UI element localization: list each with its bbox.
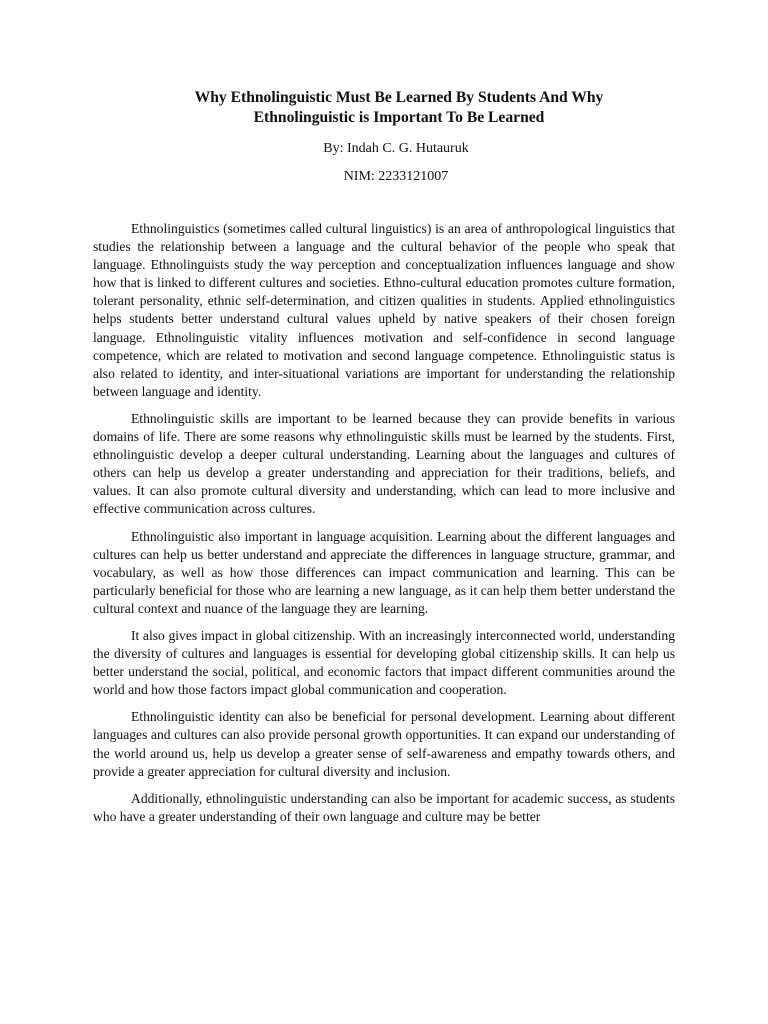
paragraph: It also gives impact in global citizenship. With an increasingly interconnected world, understanding the diversity of cultures and languages is essential for developing global citizenship skills. It can help us better understand the social, political, and economic factors that impact different communities around the world and how those factors impact global communication and cooperation.: [93, 627, 675, 698]
title-line-1: Why Ethnolinguistic Must Be Learned By Students And Why: [194, 89, 604, 106]
document-title: [93, 88, 675, 128]
paragraph: Ethnolinguistic identity can also be beneficial for personal development. Learning about different languages and cultures can also provide personal growth opportunities. It can expand our understanding of the world around us, help us develop a greater sense of self-awareness and empathy towards others, and provide a greater appreciation for cultural diversity and inclusion.: [93, 709, 675, 779]
paragraph: Ethnolinguistics (sometimes called cultural linguistics) is an area of anthropological linguistics that studies the relationship between a language and the cultural behavior of the people who speak that language. Ethnolinguists study the way perception and conceptualization influences language and show how that is linked to different cultures and societies. Ethno-cultural education promotes culture formation, tolerant personality, ethnic self-determination, and citizen qualities in students. Applied ethnolinguistics helps students better understand cultural values upheld by native speakers of their chosen foreign language. Ethnolinguistic vitality influences motivation and self-confidence in second language competence, which are related to motivation and second language competence. Ethnolinguistic status is also related to identity, and inter-situational variations are important for understanding the relationship between language and identity.: [93, 221, 675, 399]
nim-line: NIM: 2233121007: [343, 169, 449, 184]
title-line-2: Ethnolinguistic is Important To Be Learned: [253, 109, 545, 126]
document-body: [93, 220, 675, 826]
paragraph: Ethnolinguistic also important in language acquisition. Learning about the different languages and cultures can help us better understand and appreciate the differences in language structure, grammar, and vocabulary, as well as how those differences can impact communication and learning. This can be particularly beneficial for those who are learning a new language, as it can help them better understand the cultural context and nuance of the language they are learning.: [93, 528, 675, 616]
paragraph: Ethnolinguistic skills are important to be learned because they can provide benefits in various domains of life. There are some reasons why ethnolinguistic skills must be learned by the students. First, ethnolinguistic develop a deeper cultural understanding. Learning about the languages and cultures of others can help us develop a greater understanding and appreciation for their traditions, beliefs, and values. It can also promote cultural diversity and understanding, which can lead to more inclusive and effective communication across cultures.: [93, 410, 675, 517]
author-line: By: Indah C. G. Hutauruk: [323, 141, 469, 156]
paragraph: Additionally, ethnolinguistic understanding can also be important for academic success, as students who have a greater understanding of their own language and culture may be better: [93, 790, 675, 824]
